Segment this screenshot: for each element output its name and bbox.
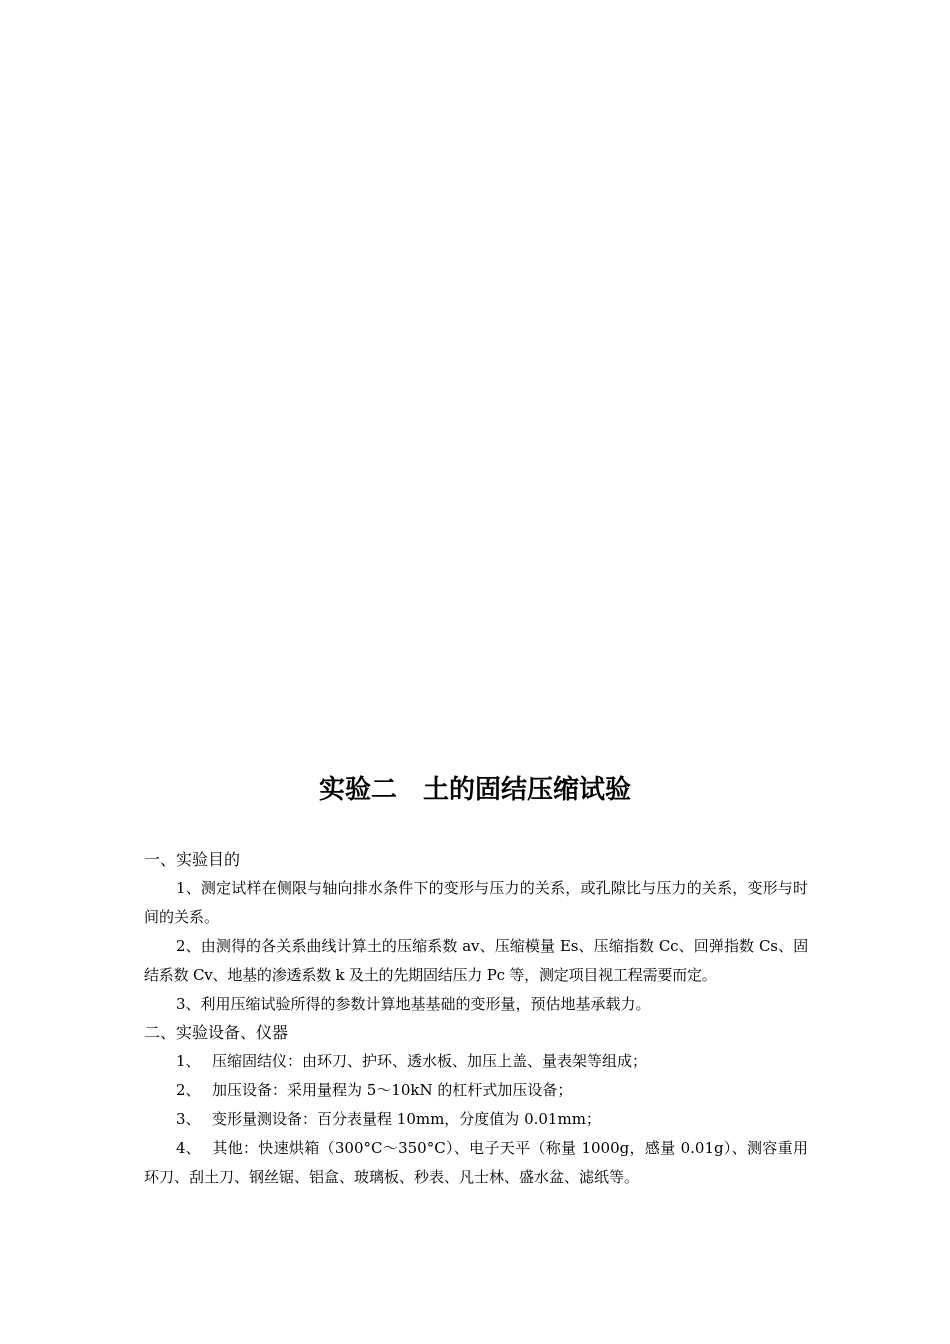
purpose-paragraph-2: 2、由测得的各关系曲线计算土的压缩系数 av、压缩模量 Es、压缩指数 Cc、回弹指数 Cs、固结系数 Cv、地基的渗透系数 k 及土的先期固结压力 Pc 等，测定项目视工程需要而定。: [144, 937, 808, 984]
equipment-item-2: [144, 1076, 808, 1105]
equipment-item-1: [144, 1047, 808, 1076]
equipment-item-number: 3、: [176, 1110, 201, 1128]
document-body: [144, 846, 808, 1192]
equipment-item-3: [144, 1105, 808, 1134]
purpose-paragraph-1: 1、测定试样在侧限与轴向排水条件下的变形与压力的关系，或孔隙比与压力的关系，变形与时间的关系。: [144, 879, 808, 926]
equipment-item-text: 压缩固结仪：由环刀、护环、透水板、加压上盖、量表架等组成；: [212, 1052, 648, 1070]
equipment-item-text: 其他：快速烘箱（300°C～350°C）、电子天平（称量 1000g，感量 0.01g）、测容重用环刀、刮土刀、钢丝锯、铝盒、玻璃板、秒表、凡士林、盛水盆、滤纸等。: [144, 1139, 808, 1186]
equipment-item-number: 2、: [176, 1081, 201, 1099]
equipment-item-number: 4、: [176, 1139, 201, 1157]
equipment-item-text: 加压设备：采用量程为 5～10kN 的杠杆式加压设备；: [212, 1081, 573, 1099]
equipment-item-4: [144, 1134, 808, 1192]
section-heading-equipment: 二、实验设备、仪器: [144, 1023, 289, 1042]
equipment-item-text: 变形量测设备：百分表量程 10mm，分度值为 0.01mm；: [212, 1110, 601, 1128]
section-heading-purpose: 一、实验目的: [144, 850, 241, 869]
purpose-paragraph-3: 3、利用压缩试验所得的参数计算地基基础的变形量，预估地基承载力。: [176, 995, 651, 1013]
document-title: 实验二 土的固结压缩试验: [318, 775, 631, 805]
equipment-item-number: 1、: [176, 1052, 201, 1070]
